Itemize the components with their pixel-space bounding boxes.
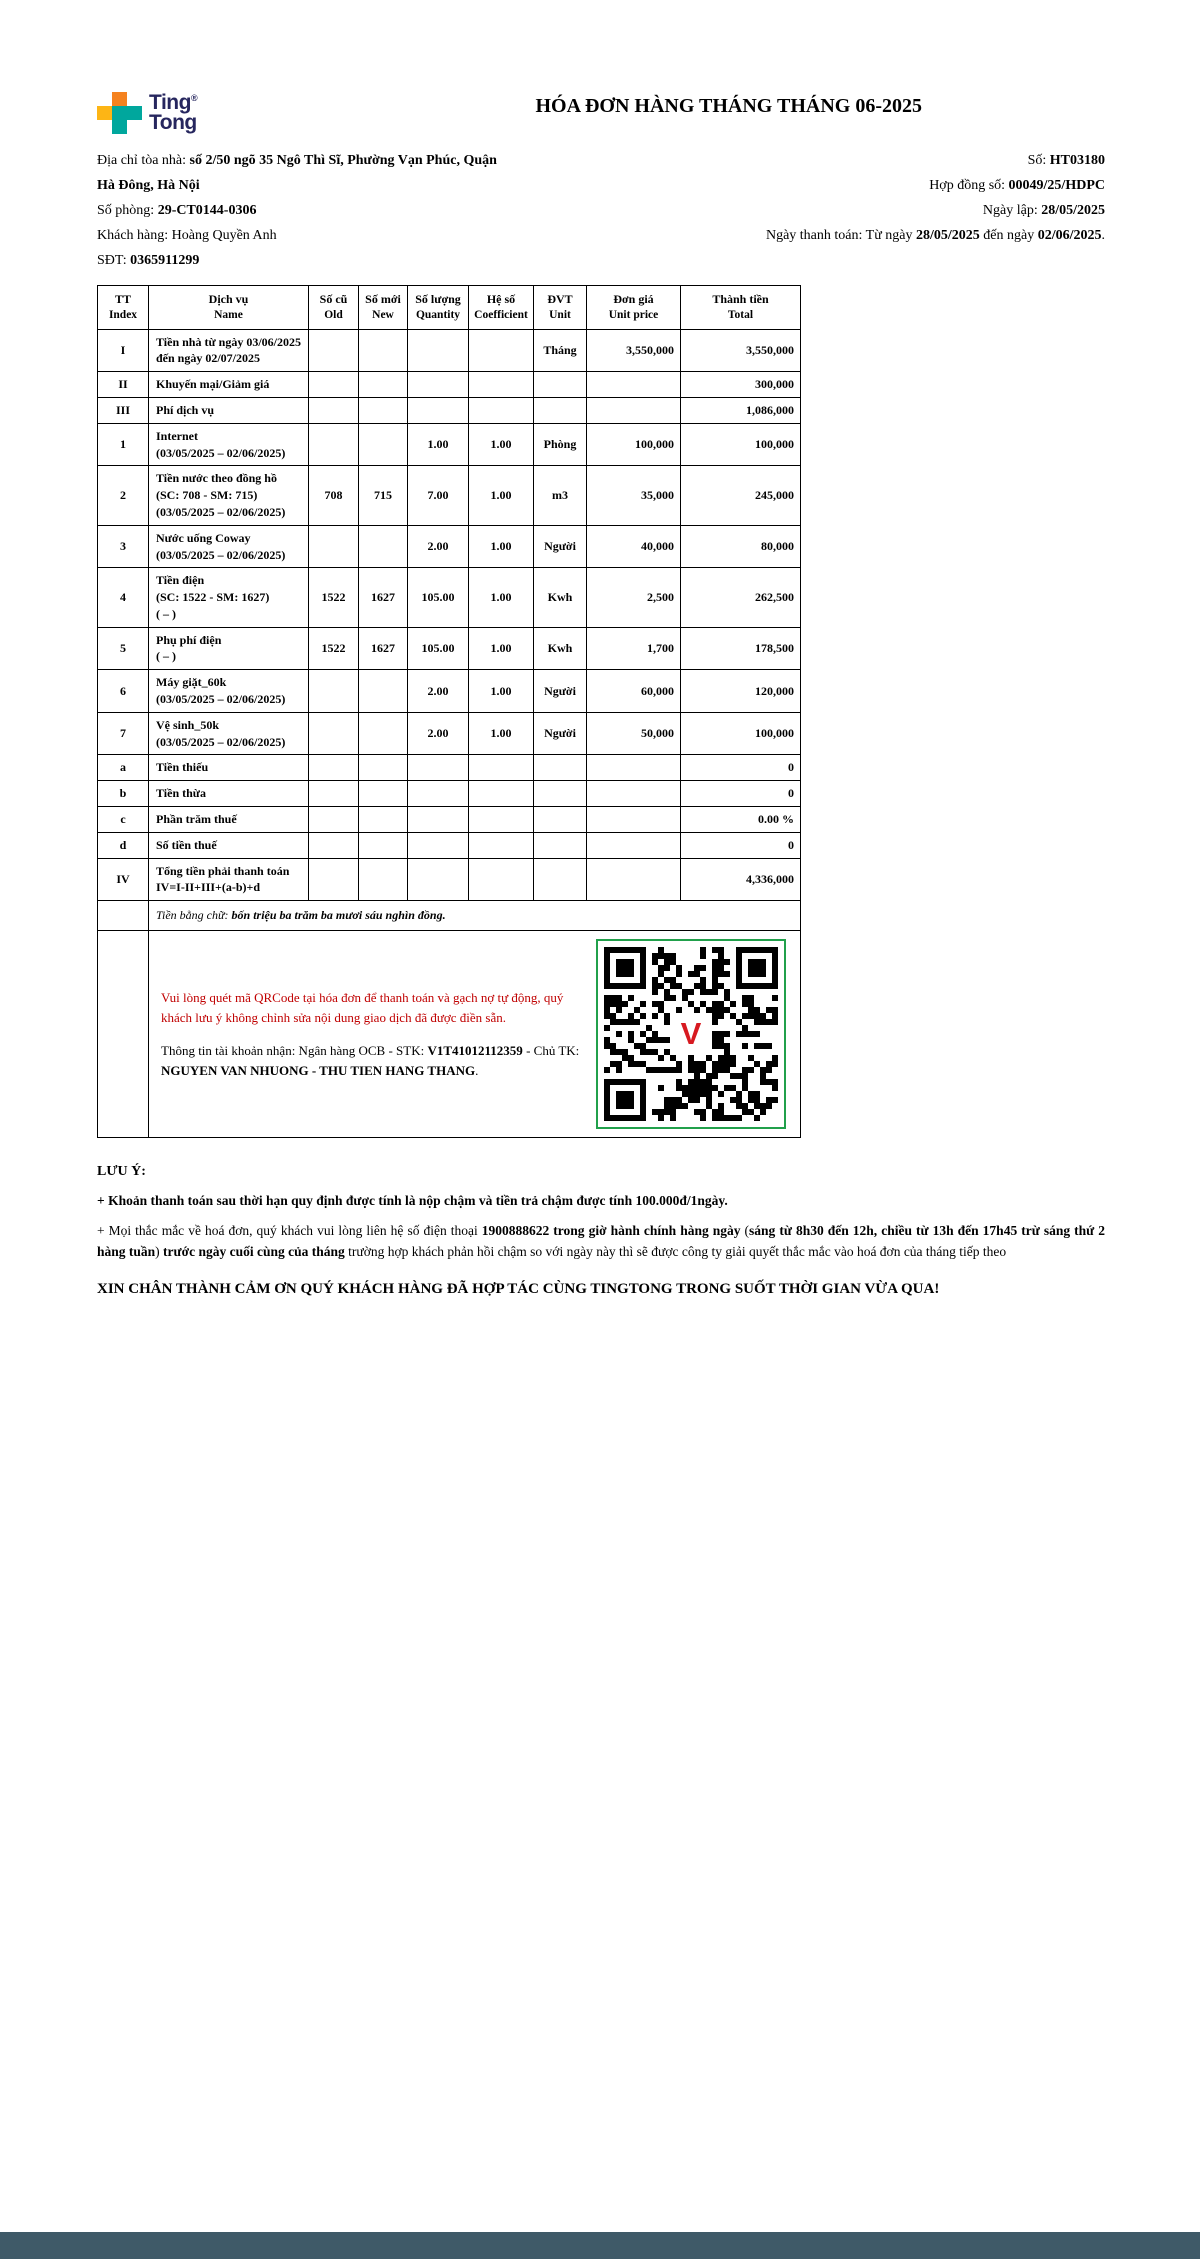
bank-account-info: Thông tin tài khoản nhận: Ngân hàng OCB - STK: V1T41012112359 - Chủ TK: NGUYEN VAN NHUONG - THU TIEN HANG THANG.: [161, 1043, 580, 1078]
cell-index: 1: [98, 423, 149, 466]
vietqr-logo-icon: V: [673, 1016, 709, 1052]
cell-unit: [534, 397, 587, 423]
cell-old-reading: [309, 781, 359, 807]
cell-new-reading: 715: [359, 466, 408, 525]
cell-old-reading: [309, 858, 359, 901]
logo-text-top: Ting: [149, 91, 191, 115]
cell-service-name: Phí dịch vụ: [149, 397, 309, 423]
cell-old-reading: [309, 712, 359, 755]
col-header-unit: ĐVT Unit: [534, 286, 587, 330]
table-row: [98, 568, 801, 627]
table-header-row: [98, 286, 801, 330]
cell-old-reading: [309, 397, 359, 423]
col-header-index: TT Index: [98, 286, 149, 330]
cell-quantity: 7.00: [408, 466, 469, 525]
invoice-number: Số: HT03180: [1027, 153, 1105, 168]
cell-new-reading: [359, 712, 408, 755]
customer-name: Khách hàng: Hoàng Quyền Anh: [97, 228, 277, 243]
col-header-new: Số mới New: [359, 286, 408, 330]
cell-old-reading: 1522: [309, 627, 359, 670]
tingtong-pixel-icon: [97, 92, 142, 134]
cell-new-reading: [359, 807, 408, 833]
table-row: [98, 329, 801, 372]
cell-unit: Người: [534, 670, 587, 713]
cell-quantity: 1.00: [408, 423, 469, 466]
tingtong-logo-text: [149, 93, 197, 133]
col-header-quantity: Số lượng Quantity: [408, 286, 469, 330]
cell-index: 6: [98, 670, 149, 713]
cell-quantity: [408, 781, 469, 807]
cell-index: 3: [98, 525, 149, 568]
logo-text-bottom: Tong: [149, 111, 197, 134]
table-row: [98, 781, 801, 807]
cell-unit: Kwh: [534, 568, 587, 627]
cell-coefficient: [469, 807, 534, 833]
table-row: [98, 372, 801, 398]
building-address: Địa chỉ tòa nhà: số 2/50 ngõ 35 Ngô Thì Sĩ, Phường Vạn Phúc, Quận Hà Đông, Hà Nội: [97, 153, 497, 193]
cell-unit: [534, 755, 587, 781]
cell-service-name: Máy giặt_60k (03/05/2025 – 02/06/2025): [149, 670, 309, 713]
cell-index: 2: [98, 466, 149, 525]
cell-total: 0: [681, 755, 801, 781]
cell-old-reading: [309, 755, 359, 781]
cell-quantity: [408, 329, 469, 372]
cell-coefficient: [469, 755, 534, 781]
cell-unit: [534, 858, 587, 901]
cell-service-name: Số tiền thuế: [149, 832, 309, 858]
room-number: Số phòng: 29-CT0144-0306: [97, 203, 257, 218]
cell-unit: Phòng: [534, 423, 587, 466]
cell-old-reading: [309, 525, 359, 568]
cell-service-name: Vệ sinh_50k (03/05/2025 – 02/06/2025): [149, 712, 309, 755]
document-header: [97, 92, 1105, 134]
cell-total: 0: [681, 781, 801, 807]
cell-coefficient: 1.00: [469, 568, 534, 627]
cell-old-reading: [309, 670, 359, 713]
cell-coefficient: 1.00: [469, 525, 534, 568]
cell-total: 120,000: [681, 670, 801, 713]
cell-unit-price: [587, 858, 681, 901]
contract-number: Hợp đồng số: 00049/25/HDPC: [929, 178, 1105, 193]
bottom-bar: [0, 2232, 1200, 2259]
cell-quantity: 2.00: [408, 525, 469, 568]
cell-total: 100,000: [681, 423, 801, 466]
cell-total: 80,000: [681, 525, 801, 568]
cell-total: 0.00 %: [681, 807, 801, 833]
cell-unit-price: 50,000: [587, 712, 681, 755]
cell-unit: m3: [534, 466, 587, 525]
invoice-table-body: [98, 329, 801, 901]
cell-unit-price: [587, 781, 681, 807]
cell-unit-price: 1,700: [587, 627, 681, 670]
cell-service-name: Khuyến mại/Giảm giá: [149, 372, 309, 398]
cell-coefficient: [469, 329, 534, 372]
cell-total: 0: [681, 832, 801, 858]
cell-new-reading: [359, 670, 408, 713]
cell-new-reading: 1627: [359, 627, 408, 670]
cell-service-name: Tiền thừa: [149, 781, 309, 807]
cell-unit-price: [587, 755, 681, 781]
late-payment-note: + Khoản thanh toán sau thời hạn quy định được tính là nộp chậm và tiền trả chậm được tính 100.000đ/1ngày.: [97, 1193, 728, 1209]
cell-unit: [534, 372, 587, 398]
cell-coefficient: [469, 832, 534, 858]
cell-service-name: Phụ phí điện ( – ): [149, 627, 309, 670]
cell-unit: Kwh: [534, 627, 587, 670]
cell-unit: Người: [534, 525, 587, 568]
table-row: [98, 423, 801, 466]
cell-total: 178,500: [681, 627, 801, 670]
cell-coefficient: [469, 397, 534, 423]
col-header-service: Dịch vụ Name: [149, 286, 309, 330]
cell-new-reading: [359, 781, 408, 807]
cell-service-name: Phần trăm thuế: [149, 807, 309, 833]
cell-service-name: Tổng tiền phải thanh toán IV=I-II+III+(a-b)+d: [149, 858, 309, 901]
cell-old-reading: [309, 807, 359, 833]
cell-coefficient: 1.00: [469, 712, 534, 755]
cell-quantity: [408, 397, 469, 423]
cell-total: 300,000: [681, 372, 801, 398]
cell-new-reading: [359, 423, 408, 466]
cell-total: 262,500: [681, 568, 801, 627]
cell-old-reading: [309, 832, 359, 858]
cell-quantity: [408, 372, 469, 398]
col-header-coefficient: Hệ số Coefficient: [469, 286, 534, 330]
cell-quantity: 105.00: [408, 627, 469, 670]
cell-index: c: [98, 807, 149, 833]
cell-new-reading: [359, 525, 408, 568]
cell-quantity: [408, 807, 469, 833]
cell-unit-price: 40,000: [587, 525, 681, 568]
cell-old-reading: [309, 372, 359, 398]
cell-coefficient: 1.00: [469, 466, 534, 525]
cell-index: 4: [98, 568, 149, 627]
cell-index: II: [98, 372, 149, 398]
cell-quantity: [408, 832, 469, 858]
table-row: [98, 466, 801, 525]
cell-service-name: Tiền nước theo đồng hồ (SC: 708 - SM: 715) (03/05/2025 – 02/06/2025): [149, 466, 309, 525]
table-row: [98, 627, 801, 670]
cell-total: 3,550,000: [681, 329, 801, 372]
cell-unit-price: 2,500: [587, 568, 681, 627]
qr-row: [98, 931, 801, 1138]
thanks-note: XIN CHÂN THÀNH CẢM ƠN QUÝ KHÁCH HÀNG ĐÃ HỢP TÁC CÙNG TINGTONG TRONG SUỐT THỜI GIAN VỪA QUA!: [97, 1281, 940, 1298]
cell-service-name: Tiền điện (SC: 1522 - SM: 1627) ( – ): [149, 568, 309, 627]
cell-unit-price: [587, 372, 681, 398]
cell-quantity: 2.00: [408, 670, 469, 713]
cell-unit-price: 35,000: [587, 466, 681, 525]
table-row: [98, 807, 801, 833]
cell-empty: [98, 931, 149, 1138]
cell-service-name: Tiền nhà từ ngày 03/06/2025 đến ngày 02/07/2025: [149, 329, 309, 372]
cell-total: 100,000: [681, 712, 801, 755]
cell-new-reading: [359, 858, 408, 901]
payment-period: Ngày thanh toán: Từ ngày 28/05/2025 đến ngày 02/06/2025.: [765, 228, 1105, 243]
cell-old-reading: 1522: [309, 568, 359, 627]
col-header-total: Thành tiền Total: [681, 286, 801, 330]
footer-notes: [97, 1164, 1105, 1300]
cell-old-reading: [309, 423, 359, 466]
cell-quantity: 2.00: [408, 712, 469, 755]
cell-old-reading: [309, 329, 359, 372]
cell-coefficient: 1.00: [469, 423, 534, 466]
cell-unit: Người: [534, 712, 587, 755]
cell-total: 245,000: [681, 466, 801, 525]
qr-section: [149, 931, 801, 1138]
cell-unit: Tháng: [534, 329, 587, 372]
cell-total: 4,336,000: [681, 858, 801, 901]
cell-unit: [534, 832, 587, 858]
cell-index: IV: [98, 858, 149, 901]
cell-service-name: Nước uống Coway (03/05/2025 – 02/06/2025): [149, 525, 309, 568]
invoice-table: [97, 285, 801, 1138]
tingtong-logo: [97, 92, 197, 134]
cell-old-reading: 708: [309, 466, 359, 525]
cell-unit-price: [587, 807, 681, 833]
phone-number: SĐT: 0365911299: [97, 253, 200, 268]
col-header-old: Số cũ Old: [309, 286, 359, 330]
cell-index: a: [98, 755, 149, 781]
cell-unit: [534, 807, 587, 833]
cell-quantity: [408, 858, 469, 901]
cell-index: III: [98, 397, 149, 423]
cell-new-reading: [359, 329, 408, 372]
cell-coefficient: [469, 858, 534, 901]
cell-coefficient: [469, 372, 534, 398]
cell-index: b: [98, 781, 149, 807]
note-title: LƯU Ý:: [97, 1164, 146, 1180]
cell-new-reading: [359, 755, 408, 781]
table-row: [98, 712, 801, 755]
invoice-title: HÓA ĐƠN HÀNG THÁNG THÁNG 06-2025: [535, 95, 922, 117]
amount-in-words: Tiền bằng chữ: bốn triệu ba trăm ba mươi sáu nghìn đồng.: [149, 901, 801, 931]
cell-service-name: Tiền thiếu: [149, 755, 309, 781]
cell-unit-price: 60,000: [587, 670, 681, 713]
cell-index: I: [98, 329, 149, 372]
cell-unit: [534, 781, 587, 807]
cell-index: d: [98, 832, 149, 858]
cell-new-reading: 1627: [359, 568, 408, 627]
amount-in-words-row: [98, 901, 801, 931]
cell-new-reading: [359, 397, 408, 423]
cell-unit-price: [587, 832, 681, 858]
cell-unit-price: [587, 397, 681, 423]
cell-new-reading: [359, 832, 408, 858]
cell-total: 1,086,000: [681, 397, 801, 423]
cell-index: 5: [98, 627, 149, 670]
contact-note: + Mọi thắc mắc về hoá đơn, quý khách vui lòng liên hệ số điện thoại 1900888622 trong giờ hành chính hàng ngày (sáng từ 8h30 đến 12h, chiều từ 13h đến 17h45 trừ sáng thứ 2 hàng tuần) trước ngày cuối cùng của tháng trường hợp khách phản hồi chậm so với ngày này thì sẽ được công ty giải quyết thắc mắc vào hoá đơn của tháng tiếp theo: [97, 1223, 1106, 1260]
cell-unit-price: 3,550,000: [587, 329, 681, 372]
table-row: [98, 755, 801, 781]
table-row: [98, 525, 801, 568]
cell-new-reading: [359, 372, 408, 398]
cell-coefficient: 1.00: [469, 670, 534, 713]
col-header-unit-price: Đơn giá Unit price: [587, 286, 681, 330]
cell-unit-price: 100,000: [587, 423, 681, 466]
cell-quantity: 105.00: [408, 568, 469, 627]
cell-quantity: [408, 755, 469, 781]
cell-coefficient: 1.00: [469, 627, 534, 670]
qr-code: [596, 939, 786, 1129]
qr-payment-notice: Vui lòng quét mã QRCode tại hóa đơn để thanh toán và gạch nợ tự động, quý khách lưu ý không chỉnh sửa nội dung giao dịch đã được điền sẵn.: [161, 990, 564, 1025]
cell-coefficient: [469, 781, 534, 807]
registered-mark: ®: [190, 93, 198, 104]
cell-service-name: Internet (03/05/2025 – 02/06/2025): [149, 423, 309, 466]
table-row: [98, 397, 801, 423]
cell-index: 7: [98, 712, 149, 755]
issue-date: Ngày lập: 28/05/2025: [982, 203, 1105, 218]
table-row: [98, 670, 801, 713]
cell-empty: [98, 901, 149, 931]
table-row: [98, 832, 801, 858]
info-section: [97, 148, 1105, 273]
table-row: [98, 858, 801, 901]
